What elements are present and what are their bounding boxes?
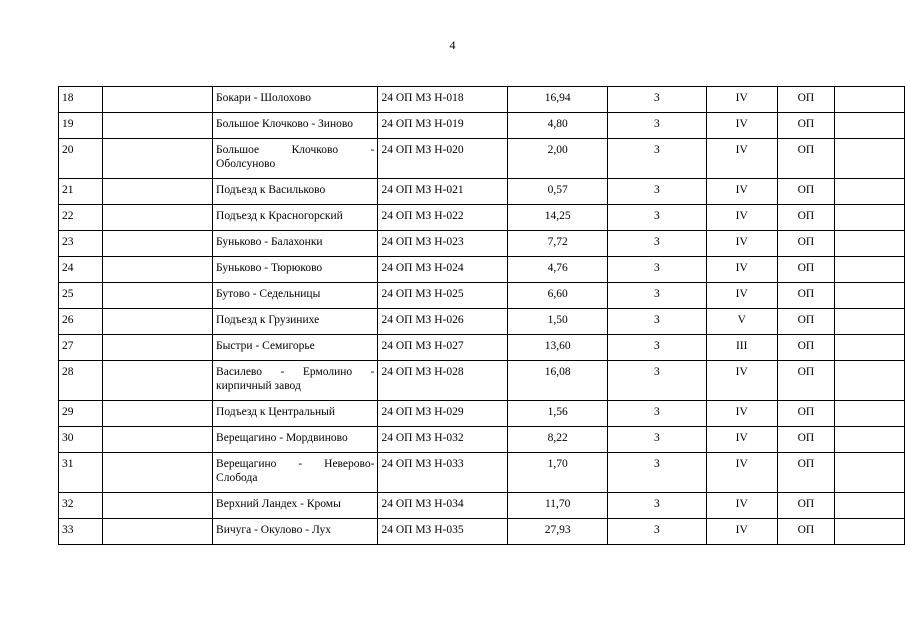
road-significance-cell: ОП bbox=[777, 139, 834, 179]
road-name-cell: Подъезд к Центральный bbox=[213, 401, 378, 427]
road-class-cell: IV bbox=[706, 519, 777, 545]
road-name-cell: Большое Клочково - Зиново bbox=[213, 113, 378, 139]
table-row bbox=[59, 205, 905, 231]
road-class-cell: IV bbox=[706, 139, 777, 179]
row-number-cell: 31 bbox=[59, 453, 103, 493]
road-category-cell: 3 bbox=[608, 361, 706, 401]
table-row bbox=[59, 257, 905, 283]
road-significance-cell: ОП bbox=[777, 361, 834, 401]
road-class-cell: IV bbox=[706, 283, 777, 309]
road-code-cell: 24 ОП МЗ Н-032 bbox=[378, 427, 508, 453]
road-code-cell: 24 ОП МЗ Н-024 bbox=[378, 257, 508, 283]
road-code-cell: 24 ОП МЗ Н-033 bbox=[378, 453, 508, 493]
road-class-cell: IV bbox=[706, 113, 777, 139]
road-category-cell: 3 bbox=[608, 205, 706, 231]
road-category-cell: 3 bbox=[608, 87, 706, 113]
road-code-cell: 24 ОП МЗ Н-035 bbox=[378, 519, 508, 545]
blank-cell bbox=[834, 519, 904, 545]
blank-cell bbox=[103, 309, 213, 335]
blank-cell bbox=[103, 205, 213, 231]
road-length-cell: 16,08 bbox=[508, 361, 608, 401]
blank-cell bbox=[834, 427, 904, 453]
blank-cell bbox=[834, 283, 904, 309]
road-class-cell: V bbox=[706, 309, 777, 335]
table-row bbox=[59, 309, 905, 335]
blank-cell bbox=[103, 139, 213, 179]
road-name-cell: Вичуга - Окулово - Лух bbox=[213, 519, 378, 545]
road-length-cell: 1,56 bbox=[508, 401, 608, 427]
road-name-cell: Быстри - Семигорье bbox=[213, 335, 378, 361]
row-number-cell: 30 bbox=[59, 427, 103, 453]
blank-cell bbox=[834, 231, 904, 257]
road-class-cell: IV bbox=[706, 453, 777, 493]
road-code-cell: 24 ОП МЗ Н-019 bbox=[378, 113, 508, 139]
road-code-cell: 24 ОП МЗ Н-026 bbox=[378, 309, 508, 335]
road-code-cell: 24 ОП МЗ Н-020 bbox=[378, 139, 508, 179]
road-significance-cell: ОП bbox=[777, 519, 834, 545]
row-number-cell: 20 bbox=[59, 139, 103, 179]
row-number-cell: 18 bbox=[59, 87, 103, 113]
road-length-cell: 11,70 bbox=[508, 493, 608, 519]
road-name-cell: Верещагино - Неверово-Слобода bbox=[213, 453, 378, 493]
road-class-cell: IV bbox=[706, 427, 777, 453]
table-row bbox=[59, 361, 905, 401]
road-category-cell: 3 bbox=[608, 179, 706, 205]
road-significance-cell: ОП bbox=[777, 493, 834, 519]
road-length-cell: 4,76 bbox=[508, 257, 608, 283]
row-number-cell: 32 bbox=[59, 493, 103, 519]
road-length-cell: 27,93 bbox=[508, 519, 608, 545]
road-category-cell: 3 bbox=[608, 493, 706, 519]
road-length-cell: 0,57 bbox=[508, 179, 608, 205]
road-significance-cell: ОП bbox=[777, 179, 834, 205]
row-number-cell: 27 bbox=[59, 335, 103, 361]
road-code-cell: 24 ОП МЗ Н-018 bbox=[378, 87, 508, 113]
row-number-cell: 23 bbox=[59, 231, 103, 257]
table-row bbox=[59, 283, 905, 309]
road-significance-cell: ОП bbox=[777, 335, 834, 361]
table-row bbox=[59, 139, 905, 179]
road-code-cell: 24 ОП МЗ Н-028 bbox=[378, 361, 508, 401]
row-number-cell: 25 bbox=[59, 283, 103, 309]
blank-cell bbox=[103, 87, 213, 113]
blank-cell bbox=[834, 401, 904, 427]
blank-cell bbox=[834, 335, 904, 361]
road-class-cell: IV bbox=[706, 361, 777, 401]
road-category-cell: 3 bbox=[608, 283, 706, 309]
road-code-cell: 24 ОП МЗ Н-022 bbox=[378, 205, 508, 231]
road-category-cell: 3 bbox=[608, 335, 706, 361]
road-category-cell: 3 bbox=[608, 139, 706, 179]
table-row bbox=[59, 179, 905, 205]
blank-cell bbox=[834, 309, 904, 335]
blank-cell bbox=[103, 231, 213, 257]
road-category-cell: 3 bbox=[608, 427, 706, 453]
blank-cell bbox=[834, 257, 904, 283]
road-length-cell: 14,25 bbox=[508, 205, 608, 231]
road-length-cell: 13,60 bbox=[508, 335, 608, 361]
road-class-cell: IV bbox=[706, 205, 777, 231]
road-name-cell: Верхний Ландех - Кромы bbox=[213, 493, 378, 519]
road-significance-cell: ОП bbox=[777, 87, 834, 113]
road-class-cell: IV bbox=[706, 401, 777, 427]
road-length-cell: 6,60 bbox=[508, 283, 608, 309]
road-class-cell: IV bbox=[706, 231, 777, 257]
table-row bbox=[59, 335, 905, 361]
road-code-cell: 24 ОП МЗ Н-025 bbox=[378, 283, 508, 309]
table-row bbox=[59, 87, 905, 113]
road-length-cell: 1,50 bbox=[508, 309, 608, 335]
blank-cell bbox=[103, 427, 213, 453]
row-number-cell: 33 bbox=[59, 519, 103, 545]
road-significance-cell: ОП bbox=[777, 283, 834, 309]
road-code-cell: 24 ОП МЗ Н-021 bbox=[378, 179, 508, 205]
table-row bbox=[59, 113, 905, 139]
roads-table-body bbox=[59, 87, 905, 545]
blank-cell bbox=[834, 205, 904, 231]
row-number-cell: 19 bbox=[59, 113, 103, 139]
road-name-cell: Подъезд к Грузинихе bbox=[213, 309, 378, 335]
road-name-cell: Бокари - Шолохово bbox=[213, 87, 378, 113]
table-row bbox=[59, 231, 905, 257]
road-significance-cell: ОП bbox=[777, 453, 834, 493]
blank-cell bbox=[103, 453, 213, 493]
road-category-cell: 3 bbox=[608, 231, 706, 257]
road-code-cell: 24 ОП МЗ Н-023 bbox=[378, 231, 508, 257]
table-row bbox=[59, 453, 905, 493]
row-number-cell: 24 bbox=[59, 257, 103, 283]
road-name-cell: Буньково - Тюрюково bbox=[213, 257, 378, 283]
road-name-cell: Василево - Ермолино - кирпичный завод bbox=[213, 361, 378, 401]
road-significance-cell: ОП bbox=[777, 309, 834, 335]
blank-cell bbox=[834, 179, 904, 205]
road-class-cell: IV bbox=[706, 87, 777, 113]
road-significance-cell: ОП bbox=[777, 401, 834, 427]
road-length-cell: 4,80 bbox=[508, 113, 608, 139]
road-class-cell: IV bbox=[706, 493, 777, 519]
table-row bbox=[59, 427, 905, 453]
road-length-cell: 1,70 bbox=[508, 453, 608, 493]
road-class-cell: IV bbox=[706, 257, 777, 283]
road-name-cell: Буньково - Балахонки bbox=[213, 231, 378, 257]
road-name-cell: Подъезд к Васильково bbox=[213, 179, 378, 205]
blank-cell bbox=[834, 113, 904, 139]
road-category-cell: 3 bbox=[608, 401, 706, 427]
road-code-cell: 24 ОП МЗ Н-027 bbox=[378, 335, 508, 361]
row-number-cell: 21 bbox=[59, 179, 103, 205]
road-significance-cell: ОП bbox=[777, 257, 834, 283]
blank-cell bbox=[103, 493, 213, 519]
table-row bbox=[59, 401, 905, 427]
blank-cell bbox=[834, 493, 904, 519]
blank-cell bbox=[103, 401, 213, 427]
blank-cell bbox=[834, 139, 904, 179]
blank-cell bbox=[103, 519, 213, 545]
road-class-cell: III bbox=[706, 335, 777, 361]
road-code-cell: 24 ОП МЗ Н-034 bbox=[378, 493, 508, 519]
blank-cell bbox=[834, 453, 904, 493]
road-length-cell: 2,00 bbox=[508, 139, 608, 179]
road-name-cell: Верещагино - Мордвиново bbox=[213, 427, 378, 453]
blank-cell bbox=[834, 361, 904, 401]
road-name-cell: Большое Клочково - Оболсуново bbox=[213, 139, 378, 179]
blank-cell bbox=[103, 113, 213, 139]
road-significance-cell: ОП bbox=[777, 113, 834, 139]
road-length-cell: 7,72 bbox=[508, 231, 608, 257]
road-category-cell: 3 bbox=[608, 453, 706, 493]
road-category-cell: 3 bbox=[608, 519, 706, 545]
road-category-cell: 3 bbox=[608, 257, 706, 283]
table-row bbox=[59, 493, 905, 519]
blank-cell bbox=[103, 257, 213, 283]
road-significance-cell: ОП bbox=[777, 231, 834, 257]
table-row bbox=[59, 519, 905, 545]
blank-cell bbox=[834, 87, 904, 113]
blank-cell bbox=[103, 335, 213, 361]
road-length-cell: 8,22 bbox=[508, 427, 608, 453]
road-code-cell: 24 ОП МЗ Н-029 bbox=[378, 401, 508, 427]
page-number: 4 bbox=[449, 38, 456, 52]
road-name-cell: Бутово - Седельницы bbox=[213, 283, 378, 309]
road-length-cell: 16,94 bbox=[508, 87, 608, 113]
road-significance-cell: ОП bbox=[777, 427, 834, 453]
row-number-cell: 28 bbox=[59, 361, 103, 401]
row-number-cell: 22 bbox=[59, 205, 103, 231]
row-number-cell: 29 bbox=[59, 401, 103, 427]
road-significance-cell: ОП bbox=[777, 205, 834, 231]
road-category-cell: 3 bbox=[608, 113, 706, 139]
roads-table bbox=[58, 86, 905, 545]
blank-cell bbox=[103, 283, 213, 309]
blank-cell bbox=[103, 361, 213, 401]
road-class-cell: IV bbox=[706, 179, 777, 205]
blank-cell bbox=[103, 179, 213, 205]
row-number-cell: 26 bbox=[59, 309, 103, 335]
road-category-cell: 3 bbox=[608, 309, 706, 335]
road-name-cell: Подъезд к Красногорский bbox=[213, 205, 378, 231]
